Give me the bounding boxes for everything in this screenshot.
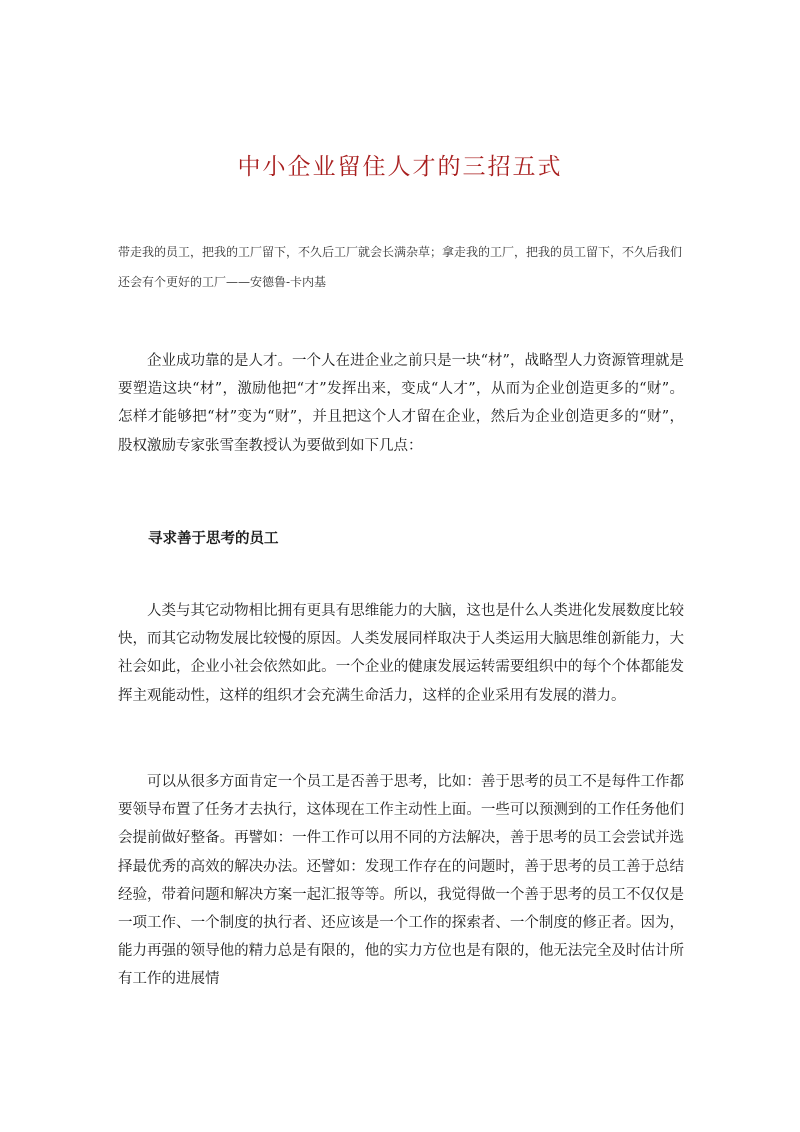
epigraph-quote: 带走我的员工，把我的工厂留下，不久后工厂就会长满杂草；拿走我的工厂，把我的员工留下，不久后我们还会有个更好的工厂——安德鲁-卡内基 bbox=[118, 245, 683, 289]
paragraph-thinking-employee: 可以从很多方面肯定一个员工是否善于思考，比如：善于思考的员工不是每件工作都要领导布置了任务才去执行，这体现在工作主动性上面。一些可以预测到的工作任务他们会提前做好整备。再譬如：一件工作可以用不同的方法解决，善于思考的员工会尝试并选择最优秀的高效的解决办法。还譬如：发现工作存在的问题时，善于思考的员工善于总结经验，带着问题和解决方案一起汇报等等。所以，我觉得做一个善于思考的员工不仅仅是一项工作、一个制度的执行者、还应该是一个工作的探索者、一个制度的修正者。因为，能力再强的领导他的精力总是有限的，他的实力方位也是有限的，他无法完全及时估计所有工作的进展情 bbox=[118, 774, 684, 988]
paragraph-thinking-brain: 人类与其它动物相比拥有更具有思维能力的大脑，这也是什么人类进化发展数度比较快，而其它动物发展比较慢的原因。人类发展同样取决于人类运用大脑思维创新能力，大社会如此，企业小社会依然如此。一个企业的健康发展运转需要组织中的每个个体都能发挥主观能动性，这样的组织才会充满生命活力，这样的企业采用有发展的潜力。 bbox=[118, 603, 684, 704]
paragraph-intro: 企业成功靠的是人才。一个人在进企业之前只是一块“材”，战略型人力资源管理就是要塑造这块“材”，激励他把“才”发挥出来，变成“人才”，从而为企业创造更多的“财”。怎样才能够把“材”变为“财”，并且把这个人才留在企业，然后为企业创造更多的“财”，股权激励专家张雪奎教授认为要做到如下几点： bbox=[118, 353, 684, 454]
section-heading: 寻求善于思考的员工 bbox=[148, 530, 279, 547]
document-title: 中小企业留住人才的三招五式 bbox=[237, 154, 563, 180]
